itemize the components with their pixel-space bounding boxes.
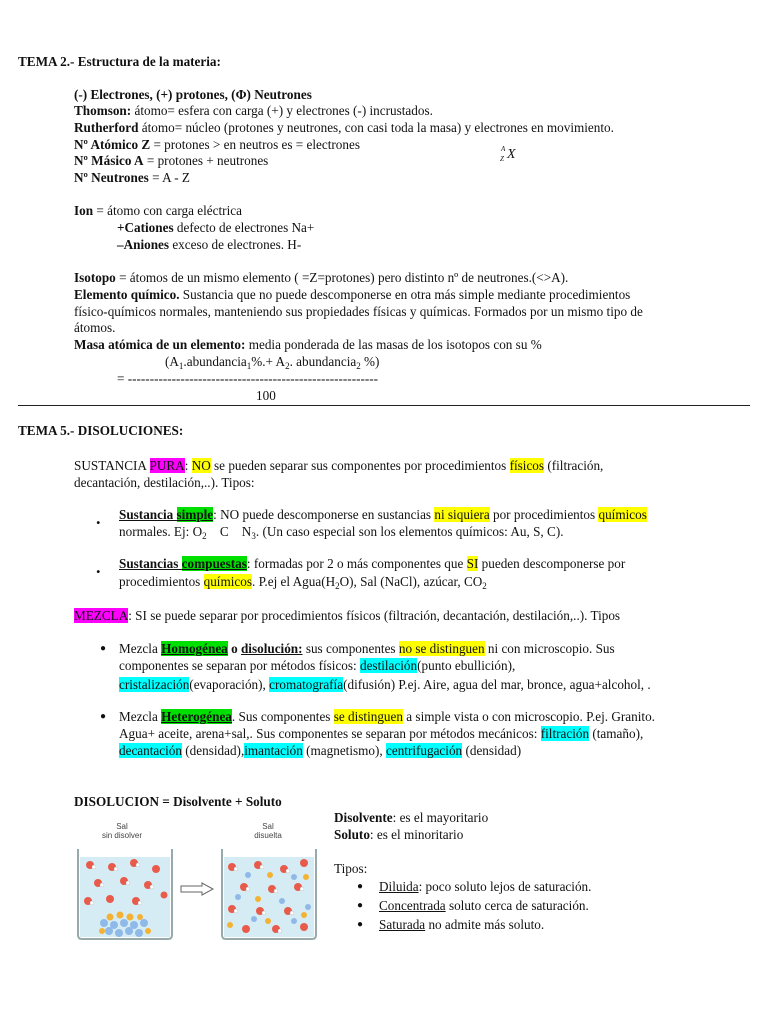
heterogenea-line1: Mezcla Heterogénea. Sus componentes se distinguen a simple vista o con microscopio. P.ej. Granito.: [119, 709, 655, 724]
mezcla-line: MEZCLA: SI se puede separar por procedimientos físicos (filtración, decantación, destilación,..). Tipos: [74, 608, 621, 623]
diluida-line: Diluida: poco soluto lejos de saturación.: [379, 879, 592, 894]
formula-denominator: 100: [256, 388, 276, 403]
beaker-undissolved-salt: [74, 845, 176, 941]
simple-line1: Sustancia simple: NO puede descomponerse en sustancias ni siquiera por procedimientos químicos: [119, 507, 647, 522]
bullet-icon: ●: [100, 643, 107, 654]
homogenea-line1: Mezcla Homogénea o disolución: sus componentes no se distinguen ni con microscopio. Sus: [119, 641, 615, 656]
arrow-right-icon: [180, 882, 214, 896]
thomson-line: Thomson: átomo= esfera con carga (+) y electrones (-) incrustados.: [74, 103, 433, 118]
simple-line2: normales. Ej: $O_2$ C $N_3$. (Un caso especial son los elementos químicos: Au, S, C).: [119, 524, 564, 541]
bullet-dot: .: [96, 557, 101, 577]
elemento-line2: físico-químicos normales, manteniendo sus propiedades físicas y químicas. Formados por un mismo tipo de: [74, 304, 643, 319]
homogenea-line3: cristalización(evaporación), cromatografía(difusión) P.ej. Aire, agua del mar, bronce, agua+alcohol, .: [119, 677, 651, 692]
bullet-icon: ●: [357, 900, 364, 911]
heterogenea-line3: decantación (densidad),imantación (magnetismo), centrifugación (densidad): [119, 743, 522, 758]
saturada-line: Saturada no admite más soluto.: [379, 917, 545, 932]
anion-line: –Aniones exceso de electrones. H-: [117, 237, 302, 252]
bullet-dot: .: [96, 508, 101, 528]
elemento-line3: átomos.: [74, 320, 116, 335]
compuestas-line2: procedimientos químicos. P.ej el $Agua(H_2O)$, Sal (NaCl), azúcar, $CO_2$: [119, 574, 487, 591]
bullet-icon: ●: [100, 711, 107, 722]
soluto-line: Soluto: es el minoritario: [334, 827, 464, 842]
right-beaker-caption: Sal disuelta: [254, 822, 282, 840]
pura-line2: decantación, destilación,..). Tipos:: [74, 475, 255, 490]
tipos-label: Tipos:: [334, 861, 368, 876]
left-beaker-caption: Sal sin disolver: [101, 822, 142, 840]
masa-line: Masa atómica de un elemento: media ponderada de las masas de los isotopos con su %: [74, 337, 542, 352]
rutherford-line: Rutherford átomo= núcleo (protones y neutrones, con casi toda la masa) y electrones en movimiento.: [74, 120, 614, 135]
neutrons-line: Nº Neutrones = A - Z: [74, 170, 190, 185]
tema5-title: TEMA 5.- DISOLUCIONES:: [18, 423, 184, 438]
elemento-line1: Elemento químico. Sustancia que no puede descomponerse en otra más simple mediante procedimientos: [74, 287, 631, 302]
formula-numerator: ($A_1.abundancia_1\%.+ A_2$. abundancia$_2$ %): [165, 354, 380, 371]
isotopo-line: Isotopo = átomos de un mismo elemento ( =Z=protones) pero distinto nº de neutrones.(<>A).: [74, 270, 569, 285]
formula-fraction-line: = ---------------------------------------------------------: [117, 371, 379, 386]
disolvente-line: Disolvente: es el mayoritario: [334, 810, 489, 825]
disolucion-title: DISOLUCION = Disolvente + Soluto: [74, 794, 282, 809]
nuclide-symbol: A Z X: [500, 145, 516, 163]
homogenea-line2: componentes se separan por métodos físicos: destilación(punto ebullición),: [119, 658, 516, 673]
ion-line: Ion = átomo con carga eléctrica: [74, 203, 242, 218]
heterogenea-line2: Agua+ aceite, arena+sal,. Sus componentes se separan por métodos mecánicos: filtración (tamaño),: [119, 726, 644, 741]
concentrada-line: Concentrada soluto cerca de saturación.: [379, 898, 589, 913]
compuestas-line1: Sustancias compuestas: formadas por 2 o más componentes que SI pueden descomponerse por: [119, 556, 626, 571]
beaker-dissolved-salt: [218, 845, 320, 941]
tema2-title: TEMA 2.- Estructura de la materia:: [18, 54, 221, 69]
section-divider: [18, 405, 750, 406]
cation-line: +Cationes defecto de electrones Na+: [117, 220, 315, 235]
atomic-number-line: Nº Atómico Z = protones > en neutros es = electrones: [74, 137, 360, 152]
bullet-icon: ●: [357, 881, 364, 892]
bullet-icon: ●: [357, 919, 364, 930]
particles-line: (-) Electrones, (+) protones, (Φ) Neutrones: [74, 87, 312, 102]
mass-number-line: Nº Másico A = protones + neutrones: [74, 153, 269, 168]
pura-line1: SUSTANCIA PURA: NO se pueden separar sus componentes por procedimientos físicos (filtración,: [74, 458, 604, 473]
